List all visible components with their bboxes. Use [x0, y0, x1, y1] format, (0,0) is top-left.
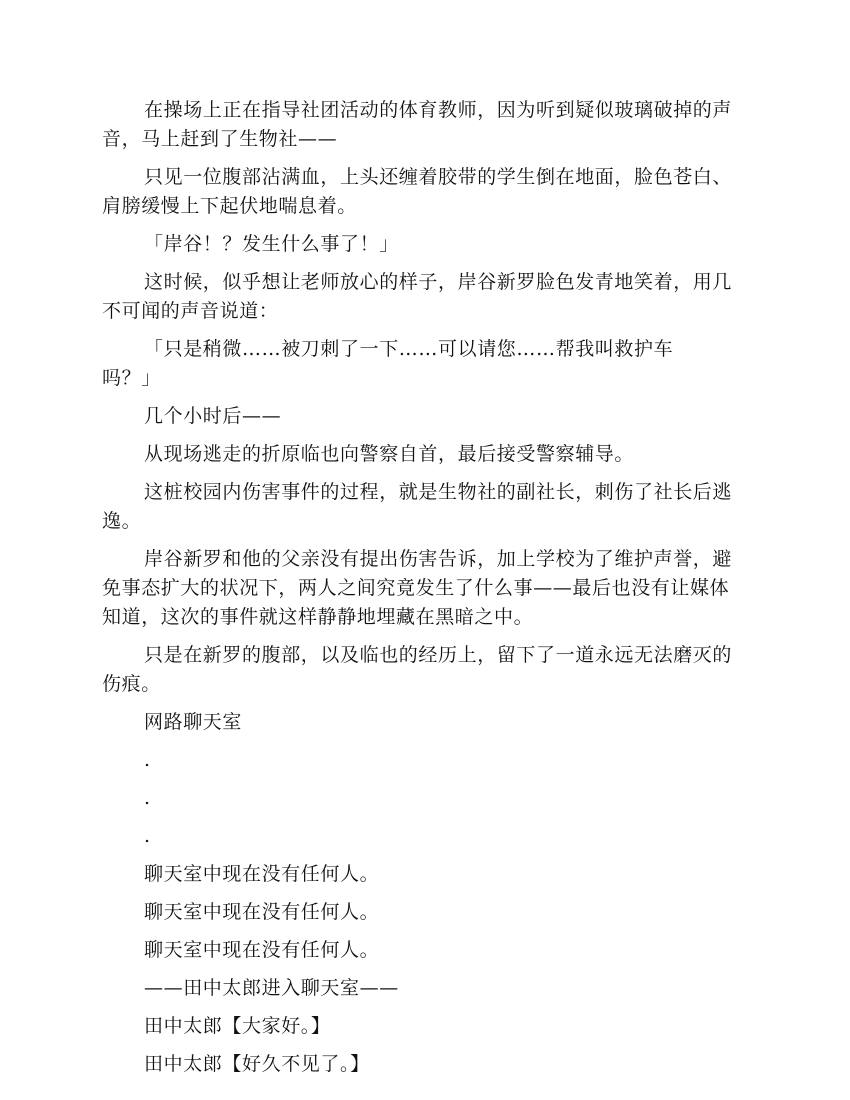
- section-heading: 网路聊天室: [144, 711, 243, 733]
- paragraph: 在操场上正在指导社团活动的体育教师，因为听到疑似玻璃破掉的声音，马上赶到了生物社——: [102, 99, 733, 150]
- ellipsis-dot: .: [144, 825, 151, 847]
- chat-line: 聊天室中现在没有任何人。: [144, 939, 380, 961]
- ellipsis-dot: .: [144, 787, 151, 809]
- paragraph: 岸谷新罗和他的父亲没有提出伤害告诉，加上学校为了维护声誉，避免事态扩大的状况下，两人之间究竟发生了什么事——最后也没有让媒体知道，这次的事件就这样静静地埋藏在黑暗之中。: [102, 548, 733, 628]
- paragraph: 只见一位腹部沾满血，上头还缠着胶带的学生倒在地面，脸色苍白、肩膀缓慢上下起伏地喘息着。: [102, 166, 733, 217]
- dialogue-line: 「岸谷！？发生什么事了！」: [144, 233, 399, 255]
- chat-line: 聊天室中现在没有任何人。: [144, 863, 380, 885]
- dialogue-line: 「只是稍微……被刀刺了一下……可以请您……帮我叫救护车吗？」: [102, 338, 674, 389]
- paragraph: 这桩校园内伤害事件的过程，就是生物社的副社长，刺伤了社长后逃逸。: [102, 481, 733, 532]
- chat-line: 聊天室中现在没有任何人。: [144, 901, 380, 923]
- paragraph: 这时候，似乎想让老师放心的样子，岸谷新罗脸色发青地笑着，用几不可闻的声音说道：: [102, 271, 733, 322]
- chat-message: 田中太郎【好久不见了。】: [144, 1053, 370, 1075]
- paragraph: 从现场逃走的折原临也向警察自首，最后接受警察辅导。: [144, 443, 635, 465]
- chat-message: 田中太郎【大家好。】: [144, 1015, 331, 1037]
- paragraph: 几个小时后——: [144, 405, 282, 427]
- document-page: [102, 96, 748, 1088]
- ellipsis-dot: .: [144, 749, 151, 771]
- chat-entry-notice: ——田中太郎进入聊天室——: [144, 977, 399, 999]
- paragraph: 只是在新罗的腹部，以及临也的经历上，留下了一道永远无法磨灭的伤痕。: [102, 644, 733, 695]
